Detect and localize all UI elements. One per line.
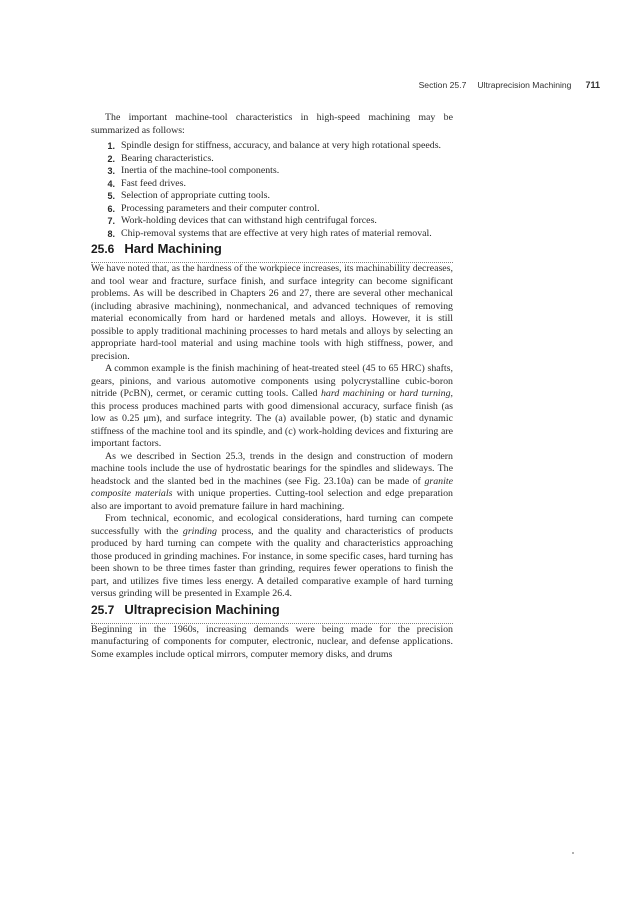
machine-tool-characteristics-list	[91, 140, 453, 240]
list-text: Spindle design for stiffness, accuracy, and balance at very high rotational speeds.	[121, 140, 442, 151]
list-text: Inertia of the machine-tool components.	[121, 165, 280, 176]
text-run: From technical, economic, and ecological considerations, hard turning can compete successfully with the	[91, 513, 453, 537]
list-item	[91, 178, 453, 191]
list-number: 1.	[107, 141, 115, 151]
list-item	[91, 228, 453, 241]
list-item	[91, 190, 453, 203]
section-title: Ultraprecision Machining	[124, 601, 280, 617]
list-text: Fast feed drives.	[121, 177, 186, 189]
text-run: with unique properties. Cutting-tool selection and edge preparation also are important to avoid premature failure in hard machining.	[91, 488, 453, 512]
section-title: Hard Machining	[124, 241, 222, 256]
list-text: Work-holding devices that can withstand high centrifugal forces.	[121, 215, 377, 226]
hard-machining-paragraph-3	[91, 451, 453, 514]
text-run: A common example is the finish machining of heat-treated steel (45 to 65 HRC) shafts, gears, pinions, and various automotive components using polycrystalline cubic-boron nitride (PcBN), cermet, or ceramic cutting tools. Called	[91, 363, 453, 399]
running-head	[360, 77, 600, 93]
page-number: 711	[585, 80, 600, 90]
hard-machining-paragraph-4	[91, 513, 453, 601]
list-number: 6.	[107, 203, 115, 214]
list-number: 8.	[107, 228, 115, 239]
text-run: or	[384, 388, 400, 399]
list-item	[91, 215, 453, 228]
list-number: 7.	[107, 216, 115, 226]
text-run: , this process produces machined parts with good dimensional accuracy, surface finish (as low as 0.25 μm), and surface integrity. The (a) available power, (b) static and dynamic stiffness of the machine tool and its spindle, and (c) work-holding devices and fixturing are important factors.	[91, 388, 453, 449]
list-text: Bearing characteristics.	[121, 152, 214, 164]
list-text: Selection of appropriate cutting tools.	[121, 190, 270, 201]
list-number: 2.	[107, 153, 115, 164]
emphasis-term: granite composite materials	[91, 475, 453, 499]
text-run: As we described in Section 25.3, trends in the design and construction of modern machine tools include the use of hydrostatic bearings for the spindles and slideways. The headstock and the slanted bed in the machines (see Fig. 23.10a) can be made of	[91, 450, 453, 487]
section-number: 25.7	[91, 602, 115, 617]
intro-paragraph: The important machine-tool characteristics in high-speed machining may be summarized as follows:	[91, 112, 453, 136]
section-heading-hard-machining	[91, 240, 453, 263]
section-heading-ultraprecision-machining	[91, 601, 453, 624]
list-item	[91, 153, 453, 166]
emphasis-term: grinding	[182, 525, 217, 537]
list-item	[91, 203, 453, 216]
list-number: 4.	[107, 178, 115, 189]
section-number: 25.6	[91, 242, 115, 256]
list-text: Processing parameters and their computer control.	[121, 202, 320, 214]
running-head-section: Section 25.7	[418, 80, 467, 90]
scan-speck	[572, 852, 574, 854]
running-head-title: Ultraprecision Machining	[477, 80, 572, 90]
emphasis-term: hard turning	[399, 388, 451, 399]
list-item	[91, 165, 453, 178]
list-number: 5.	[107, 191, 115, 201]
list-text: Chip-removal systems that are effective at very high rates of material removal.	[121, 227, 432, 239]
ultraprecision-paragraph-1: Beginning in the 1960s, increasing demands were being made for the precision manufacturing of components for computer, electronic, nuclear, and defense applications. Some examples include optical mirrors, computer memory disks, and drums	[91, 623, 453, 660]
hard-machining-paragraph-1: We have noted that, as the hardness of the workpiece increases, its machinability decreases, and tool wear and fracture, surface finish, and surface integrity can become significant problems. As will be described in Chapters 26 and 27, there are several other mechanical (including abrasive machining), nonmechanical, and advanced techniques of removing material economically from hard or hardened metals and alloys. However, it is still possible to apply traditional machining processes to hard metals and alloys by selecting an appropriate hard-tool material and using machine tools with high stiffness, power, and precision.	[91, 263, 453, 362]
list-number: 3.	[107, 166, 115, 176]
page-body	[91, 112, 453, 661]
text-run: process, and the quality and characteristics of products produced by hard turning can compete with the quality and characteristics approaching those produced in grinding machines. For instance, in some specific cases, hard turning has been shown to be three times faster than grinding, requires fewer operations to finish the part, and utilizes five times less energy. A detailed comparative example of hard turning versus grinding will be presented in Example 26.4.	[91, 525, 453, 599]
hard-machining-paragraph-2	[91, 363, 453, 451]
emphasis-term: hard machining	[320, 388, 385, 399]
list-item	[91, 140, 453, 153]
